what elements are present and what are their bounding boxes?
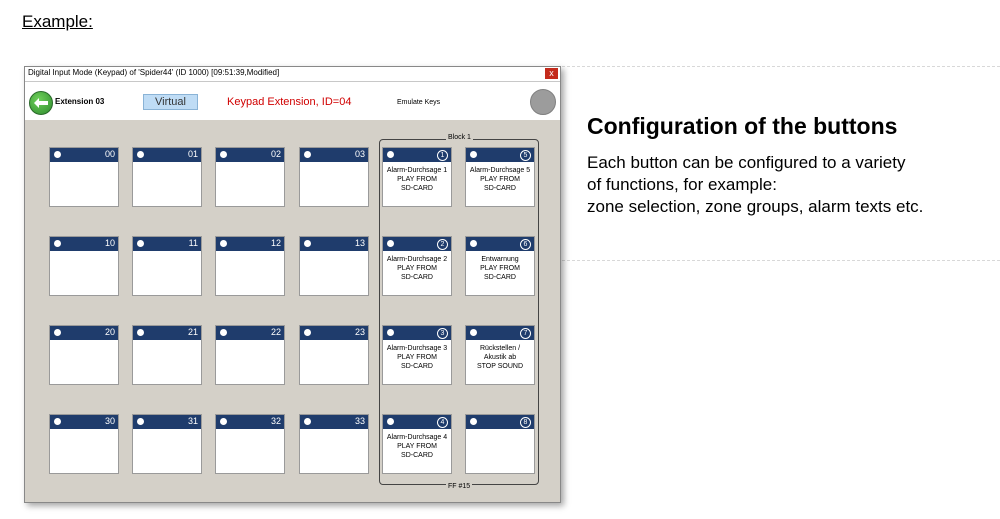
key-33[interactable]	[299, 414, 369, 474]
key-number: 23	[354, 327, 365, 337]
key-number: 20	[104, 327, 115, 337]
title-bar	[25, 67, 560, 82]
emulate-keys-label[interactable]: Emulate Keys	[397, 99, 441, 106]
block-key-6[interactable]	[465, 236, 535, 296]
led-icon	[387, 151, 394, 158]
key-function-text: Alarm-Durchsage 1 PLAY FROM SD-CARD	[386, 167, 448, 192]
key-number: 00	[104, 149, 115, 159]
led-icon	[137, 329, 144, 336]
key-13[interactable]	[299, 236, 369, 296]
block-key-2[interactable]	[382, 236, 452, 296]
led-icon	[220, 240, 227, 247]
led-icon	[220, 151, 227, 158]
key-function-text: Alarm-Durchsage 2 PLAY FROM SD-CARD	[386, 256, 448, 281]
block-key-3[interactable]	[382, 325, 452, 385]
led-icon	[387, 240, 394, 247]
key-32[interactable]	[215, 414, 285, 474]
key-number: 01	[187, 149, 198, 159]
led-icon	[470, 418, 477, 425]
key-number: 11	[188, 238, 198, 248]
key-number-circle: 8	[520, 417, 531, 428]
led-icon	[220, 329, 227, 336]
key-number: 30	[104, 416, 115, 426]
key-function-text: Alarm-Durchsage 5 PLAY FROM SD-CARD	[469, 167, 531, 192]
key-number-circle: 7	[520, 328, 531, 339]
description-line: zone selection, zone groups, alarm texts etc.	[587, 197, 924, 216]
description-line: of functions, for example:	[587, 175, 777, 194]
key-function-text: Rückstellen / Akustik ab STOP SOUND	[476, 345, 524, 370]
close-button[interactable]: x	[545, 68, 558, 79]
key-11[interactable]	[132, 236, 202, 296]
led-icon	[304, 151, 311, 158]
led-icon	[470, 329, 477, 336]
led-icon	[387, 329, 394, 336]
key-number: 12	[270, 238, 281, 248]
key-03[interactable]	[299, 147, 369, 207]
key-number: 13	[354, 238, 365, 248]
example-label: Example:	[22, 12, 93, 31]
key-21[interactable]	[132, 325, 202, 385]
key-number-circle: 2	[437, 239, 448, 250]
led-icon	[137, 240, 144, 247]
key-function-text: Alarm-Durchsage 3 PLAY FROM SD-CARD	[386, 345, 448, 370]
led-icon	[137, 418, 144, 425]
toolbar	[25, 82, 560, 120]
key-function-text: Alarm-Durchsage 4 PLAY FROM SD-CARD	[386, 434, 448, 459]
key-number-circle: 1	[437, 150, 448, 161]
key-12[interactable]	[215, 236, 285, 296]
keypad-window	[24, 66, 561, 503]
key-number-circle: 4	[437, 417, 448, 428]
key-number: 03	[354, 149, 365, 159]
back-arrow-icon[interactable]	[29, 91, 53, 115]
key-number: 31	[187, 416, 198, 426]
led-icon	[304, 418, 311, 425]
key-30[interactable]	[49, 414, 119, 474]
key-function-text: Entwarnung PLAY FROM SD-CARD	[480, 256, 520, 281]
block-key-7[interactable]	[465, 325, 535, 385]
key-number-circle: 6	[520, 239, 531, 250]
led-icon	[220, 418, 227, 425]
virtual-button[interactable]: Virtual	[143, 94, 198, 110]
key-number-circle: 3	[437, 328, 448, 339]
status-indicator	[530, 89, 556, 115]
led-icon	[54, 329, 61, 336]
key-01[interactable]	[132, 147, 202, 207]
divider-bottom	[562, 260, 1000, 261]
block-key-8[interactable]	[465, 414, 535, 474]
led-icon	[54, 418, 61, 425]
led-icon	[137, 151, 144, 158]
key-number-circle: 5	[520, 150, 531, 161]
key-22[interactable]	[215, 325, 285, 385]
keypad-title: Keypad Extension, ID=04	[227, 96, 352, 108]
block-key-4[interactable]	[382, 414, 452, 474]
key-31[interactable]	[132, 414, 202, 474]
key-number: 21	[187, 327, 198, 337]
key-number: 32	[270, 416, 281, 426]
extension-label: Extension 03	[55, 97, 105, 106]
led-icon	[470, 151, 477, 158]
section-description	[587, 152, 992, 218]
key-number: 33	[354, 416, 365, 426]
led-icon	[54, 151, 61, 158]
key-20[interactable]	[49, 325, 119, 385]
key-number: 22	[270, 327, 281, 337]
led-icon	[304, 329, 311, 336]
block-footer: FF #15	[448, 483, 471, 490]
section-heading: Configuration of the buttons	[587, 113, 898, 139]
divider-top	[562, 66, 1000, 67]
key-10[interactable]	[49, 236, 119, 296]
block-key-5[interactable]	[465, 147, 535, 207]
block-label: Block 1	[448, 134, 471, 141]
key-02[interactable]	[215, 147, 285, 207]
window-title: Digital Input Mode (Keypad) of 'Spider44' (ID 1000) [09:51:39,Modified]	[28, 68, 280, 77]
key-00[interactable]	[49, 147, 119, 207]
description-line: Each button can be configured to a variety	[587, 153, 906, 172]
key-number: 02	[270, 149, 281, 159]
led-icon	[470, 240, 477, 247]
led-icon	[387, 418, 394, 425]
led-icon	[304, 240, 311, 247]
led-icon	[54, 240, 61, 247]
block-key-1[interactable]	[382, 147, 452, 207]
key-23[interactable]	[299, 325, 369, 385]
key-number: 10	[104, 238, 115, 248]
